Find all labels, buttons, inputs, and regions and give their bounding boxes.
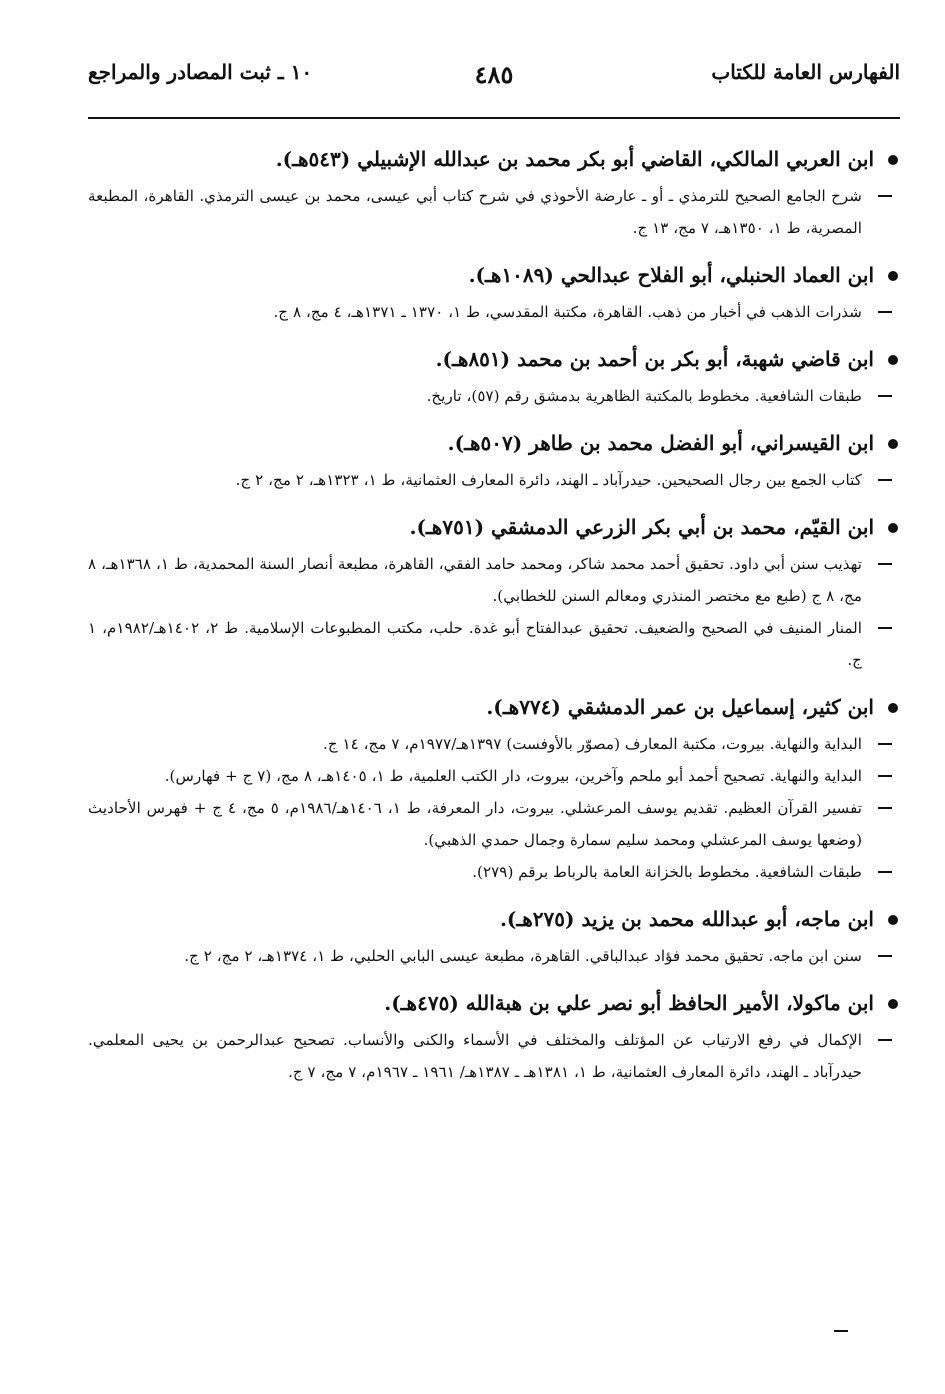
entry-work-text: شرح الجامع الصحيح للترمذي ـ أو ـ عارضة الأحوذي في شرح كتاب أبي عيسى، محمد بن عيسى الترمذي. القاهرة، المطبعة المصرية، ط ١، ١٣٥٠هـ، ٧ مج، ١٣ ج. [88,187,862,237]
dash-marker [878,195,892,197]
entry-work-text: تهذيب سنن أبي داود. تحقيق أحمد محمد شاكر، ومحمد حامد الفقي، القاهرة، مطبعة أنصار السنة المحمدية، ط ١، ١٣٦٨هـ، ٨ مج، ٨ ج (طبع مع مختصر المنذري ومعالم السنن للخطابي). [88,555,862,605]
entry-work-text: سنن ابن ماجه. تحقيق محمد فؤاد عبدالباقي. القاهرة، مطبعة عيسى البابي الحلبي، ط ١، ١٣٧٤هـ، ٢ مج، ٢ ج. [184,947,862,965]
dash-marker [878,775,892,777]
entry-work [88,940,900,972]
bibliography-list [88,142,900,1102]
entry-author-text: ابن القيسراني، أبو الفضل محمد بن طاهر (٥٠٧هـ). [447,431,874,455]
bullet-icon [888,999,898,1009]
entry-author-text: ابن العماد الحنبلي، أبو الفلاح عبدالحي (١٠٨٩هـ). [468,263,874,287]
entry-work-text: البداية والنهاية. تصحيح أحمد أبو ملحم وآخرين، بيروت، دار الكتب العلمية، ط ١، ١٤٠٥هـ، ٨ مج، (٧ ج + فهارس). [164,767,862,785]
bibliography-entry [88,142,900,244]
entry-work-text: كتاب الجمع بين رجال الصحيحين. حيدرآباد ـ الهند، دائرة المعارف العثمانية، ط ١، ١٣٢٣هـ، ٢ مج، ٢ ج. [235,471,862,489]
bullet-icon [888,915,898,925]
entry-author-text: ابن ماجه، أبو عبدالله محمد بن يزيد (٢٧٥هـ). [499,907,874,931]
dash-marker [878,807,892,809]
entry-author-text: ابن ماكولا، الأمير الحافظ أبو نصر علي بن هبة‌الله (٤٧٥هـ). [384,991,874,1015]
entry-work [88,792,900,856]
entry-author-text: ابن القيّم، محمد بن أبي بكر الزرعي الدمشقي (٧٥١هـ). [409,515,874,539]
entry-work [88,612,900,676]
entry-work-text: البداية والنهاية. بيروت، مكتبة المعارف (مصوّر بالأوفست) ١٣٩٧هـ/١٩٧٧م، ٧ مج، ١٤ ج. [323,735,862,753]
dash-marker [878,743,892,745]
entry-work [88,380,900,412]
entry-work-text: تفسير القرآن العظيم. تقديم يوسف المرعشلي. بيروت، دار المعرفة، ط ١، ١٤٠٦هـ/١٩٨٦م، ٥ مج، ٤ ج + فهرس الأحاديث (وضعها يوسف المرعشلي ومحمد سليم سمارة وجمال حمدي الذهبي). [88,799,862,849]
bullet-icon [888,355,898,365]
bibliography-entry [88,258,900,328]
bullet-icon [888,703,898,713]
entry-author-text: ابن العربي المالكي، القاضي أبو بكر محمد بن عبدالله الإشبيلي (٥٤٣هـ). [275,147,874,171]
dash-marker [878,871,892,873]
dash-marker [878,563,892,565]
entry-work [88,1024,900,1088]
bullet-icon [888,155,898,165]
entry-work-text: الإكمال في رفع الارتياب عن المؤتلف والمختلف في الأسماء والكنى والأنساب. تصحيح عبدالرحمن بن يحيى المعلمي. حيدرآباد ـ الهند، دائرة المعارف العثمانية، ط ١، ١٣٨١هـ ـ ١٣٨٧هـ/ ١٩٦١ ـ ١٩٦٧م، ٧ مج، ٧ ج. [88,1031,862,1081]
bibliography-entry [88,986,900,1088]
dash-marker [878,311,892,313]
running-header [88,52,900,100]
dash-marker [878,955,892,957]
bullet-icon [888,439,898,449]
entry-author [88,986,900,1020]
entry-author [88,342,900,376]
bibliography-entry [88,510,900,676]
entry-author [88,690,900,724]
entry-work-text: شذرات الذهب في أخبار من ذهب. القاهرة، مكتبة المقدسي، ط ١، ١٣٧٠ ـ ١٣٧١هـ، ٤ مج، ٨ ج. [273,303,862,321]
entry-work [88,728,900,760]
entry-work [88,180,900,244]
bibliography-entry [88,902,900,972]
bibliography-entry [88,690,900,888]
dash-marker [878,1039,892,1041]
header-chapter-title: ١٠ ـ ثبت المصادر والمراجع [88,60,313,84]
entry-author [88,258,900,292]
dash-marker [878,627,892,629]
footer-dash [834,1330,848,1332]
entry-work [88,464,900,496]
header-rule [88,117,900,119]
entry-author-text: ابن قاضي شهبة، أبو بكر بن أحمد بن محمد (٨٥١هـ). [435,347,874,371]
entry-work-text: طبقات الشافعية. مخطوط بالمكتبة الظاهرية بدمشق رقم (٥٧)، تاريخ. [426,387,862,405]
entry-author [88,902,900,936]
entry-author [88,142,900,176]
header-book-section: الفهارس العامة للكتاب [711,60,900,84]
bibliography-entry [88,342,900,412]
dash-marker [878,395,892,397]
entry-work [88,856,900,888]
entry-work [88,296,900,328]
entry-author [88,426,900,460]
entry-work [88,760,900,792]
bibliography-entry [88,426,900,496]
page-number: ٤٨٥ [474,60,514,89]
dash-marker [878,479,892,481]
entry-author-text: ابن كثير، إسماعيل بن عمر الدمشقي (٧٧٤هـ). [486,695,874,719]
entry-work-text: طبقات الشافعية. مخطوط بالخزانة العامة بالرباط برقم (٢٧٩). [472,863,862,881]
entry-work [88,548,900,612]
entry-author [88,510,900,544]
entry-work-text: المنار المنيف في الصحيح والضعيف. تحقيق عبدالفتاح أبو غدة. حلب، مكتب المطبوعات الإسلامية. ط ٢، ١٤٠٢هـ/١٩٨٢م، ١ ج. [88,619,863,669]
bullet-icon [888,523,898,533]
bullet-icon [888,271,898,281]
